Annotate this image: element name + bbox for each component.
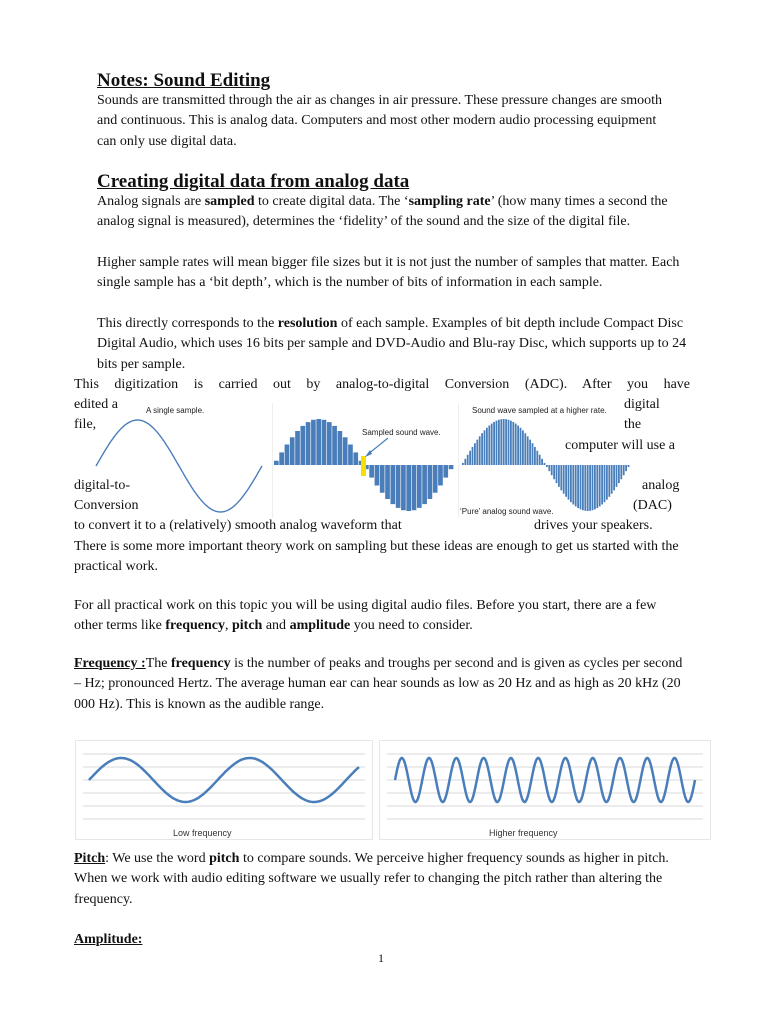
bit-depth-paragraph: Higher sample rates will mean bigger file sizes but it is not just the number of samples that matter. Each single sample has a ‘bit depth’, which is the number of bits of information in each sample. [97,255,680,291]
sample-bar [534,447,536,465]
sample-bar [510,421,512,465]
sample-bar [608,465,610,497]
sample-bar [512,422,514,465]
sample-bar [570,465,572,502]
sampled-wave-caption: Sampled sound wave. [362,428,441,437]
sample-bar [348,445,353,466]
sample-bar [611,465,613,494]
sample-bar [620,465,622,479]
adc-line-7-left: to convert it to a (relatively) smooth analog waveform that [74,518,402,533]
sample-bar [422,465,427,504]
sample-bar [536,451,538,465]
amplitude-heading: Amplitude: [74,932,143,947]
sample-bar [594,465,596,509]
low-frequency-caption: Low frequency [173,828,232,838]
sample-bar [484,430,486,465]
sample-bar [577,465,579,508]
pitch-paragraph: Pitch: We use the word pitch to compare sounds. We perceive higher frequency sounds as higher in pitch. When we work with audio editing software we usually refer to changing the pitch rather than altering the frequency. [74,851,669,907]
sample-bar [553,465,555,479]
sample-bar [568,465,570,500]
page-number: 1 [378,951,384,965]
sample-bar [532,443,534,465]
sample-bar [616,465,618,487]
sample-bar [464,459,466,465]
sample-bar [488,426,490,465]
sample-bar [491,424,493,465]
sample-bar [311,420,316,465]
high-frequency-caption: Higher frequency [489,828,558,838]
sample-bar [563,465,565,494]
section-heading-digital: Creating digital data from analog data [97,171,410,192]
higher-rate-caption: Sound wave sampled at a higher rate. [472,406,607,415]
sample-bar [584,465,586,511]
sample-bar [572,465,574,504]
sample-bar [417,465,422,508]
pitch-label: Pitch [74,851,106,866]
intro-paragraph: Sounds are transmitted through the air as changes in air pressure. These pressure changes are smooth and continuous. This is analog data. Computers and most other modern audio processing equipment can only use digital data. [97,93,663,149]
sample-bar [625,465,627,471]
sample-bar [327,422,332,465]
sample-bar [472,447,474,465]
sample-bar [316,419,321,465]
adc-line-1: This digitization is carried out by analog-to-digital Conversion (ADC). After you have [74,377,690,392]
adc-line-5-left: digital-to- [74,478,130,493]
sample-bar [493,422,495,465]
sample-bar [462,463,464,465]
sample-bar [601,465,603,504]
sample-bar [628,465,630,467]
sample-bar [500,419,502,465]
sample-bar [539,455,541,465]
sample-bar [508,420,510,465]
sample-bar [375,465,380,486]
sample-bar [332,426,337,465]
sample-bar [322,420,327,465]
sample-bar [300,426,305,465]
sample-bar [474,443,476,465]
sample-bar [556,465,558,483]
sample-bar [520,428,522,465]
adc-line-3-left: file, [74,417,97,432]
sample-bar [541,459,543,465]
sample-bar [406,465,411,511]
adc-line-6-right: (DAC) [633,498,672,513]
sample-bar [279,452,284,465]
sample-bar [438,465,443,486]
sample-bar [380,465,385,493]
sample-bar [544,463,546,465]
sample-bar [412,465,417,510]
adc-line-3-right: the [624,417,642,432]
sample-bar [558,465,560,487]
adc-line-2-right: digital [624,397,660,412]
adc-line-2-left: edited a [74,397,118,412]
practical-paragraph: For all practical work on this topic you will be using digital audio files. Before you start, there are a few other terms like frequency, pitch and amplitude you need to consider. [74,598,657,634]
sample-bar [469,451,471,465]
sample-bar [338,431,343,465]
sample-bar [575,465,577,506]
pure-wave-caption: ‘Pure’ analog sound wave. [460,507,554,516]
sample-bar [546,465,548,467]
sample-bar [592,465,594,510]
single-sample-figure [92,403,266,518]
sample-bar [401,465,406,510]
frequency-label: Frequency : [74,656,146,671]
sample-bar [449,465,454,469]
sample-bar [428,465,433,499]
sample-bar [604,465,606,502]
sample-bar [565,465,567,497]
sample-bar [517,426,519,465]
sample-bar [589,465,591,511]
sampled-wave-figure [272,403,457,518]
sample-bar [560,465,562,490]
sample-bar [599,465,601,506]
single-sample-caption: A single sample. [146,406,205,415]
analog-wave-line [96,420,262,512]
sample-bar [396,465,401,508]
sample-bar [596,465,598,508]
page-title: Notes: Sound Editing [97,70,271,91]
sample-bar [551,465,553,475]
frequency-paragraph: Frequency :The frequency is the number of peaks and troughs per second and is given as cycles per second – Hz; pronounced Hertz. The average human ear can hear sounds as low as 20 Hz and as high as 20 kHz (20 000 Hz). This is known as the audible range. [74,656,683,712]
sample-bar [486,428,488,465]
sample-bar [290,437,295,465]
high-frequency-figure [379,740,711,840]
sample-bar [433,465,438,493]
sample-bar [527,436,529,465]
sample-bar [285,445,290,466]
sample-bar [623,465,625,475]
adc-line-6-left: Conversion [74,498,139,513]
sample-bar [529,440,531,465]
sample-bar [524,433,526,465]
sample-bar [479,436,481,465]
sample-bar [606,465,608,500]
sample-bar [274,461,279,465]
sampling-paragraph: Analog signals are sampled to create digital data. The ‘sampling rate’ (how many times a second the analog signal is measured), determines the ‘fidelity’ of the sound and the size of the digital file. [97,194,668,230]
sample-bar [515,424,517,465]
resolution-paragraph: This directly corresponds to the resolution of each sample. Examples of bit depth include Compact Disc Digital Audio, which uses 16 bits per sample and DVD-Audio and Blu-ray Disc, which supports up to 24 bits per sample. [97,316,687,372]
sample-bar [295,431,300,465]
low-frequency-figure [75,740,373,840]
single-sample-marker [361,456,366,476]
sample-bar [548,465,550,471]
sample-bar [385,465,390,499]
sample-bar [496,421,498,465]
sample-bar [587,465,589,511]
sample-bar [306,422,311,465]
sample-bar [503,419,505,465]
adc-line-4-right: computer will use a [565,438,676,453]
sample-bar [343,437,348,465]
theory-paragraph: There is some more important theory work on sampling but these ideas are enough to get us started with the practical work. [74,539,679,575]
adc-line-5-right: analog [642,478,680,493]
sample-bar [522,430,524,465]
sample-bar [618,465,620,483]
sample-bar [353,452,358,465]
adc-line-7-right: drives your speakers. [534,518,653,533]
sample-bar [613,465,615,490]
sample-bar [582,465,584,510]
sample-bar [443,465,448,478]
higher-rate-figure [458,403,633,518]
sample-bar [481,433,483,465]
sample-bar [369,465,374,478]
sample-bar [467,455,469,465]
sample-bar [580,465,582,509]
sample-bar [390,465,395,504]
dense-sample-bars [462,419,629,511]
sample-bar [505,419,507,465]
sample-bar [476,440,478,465]
sample-bar [498,420,500,465]
